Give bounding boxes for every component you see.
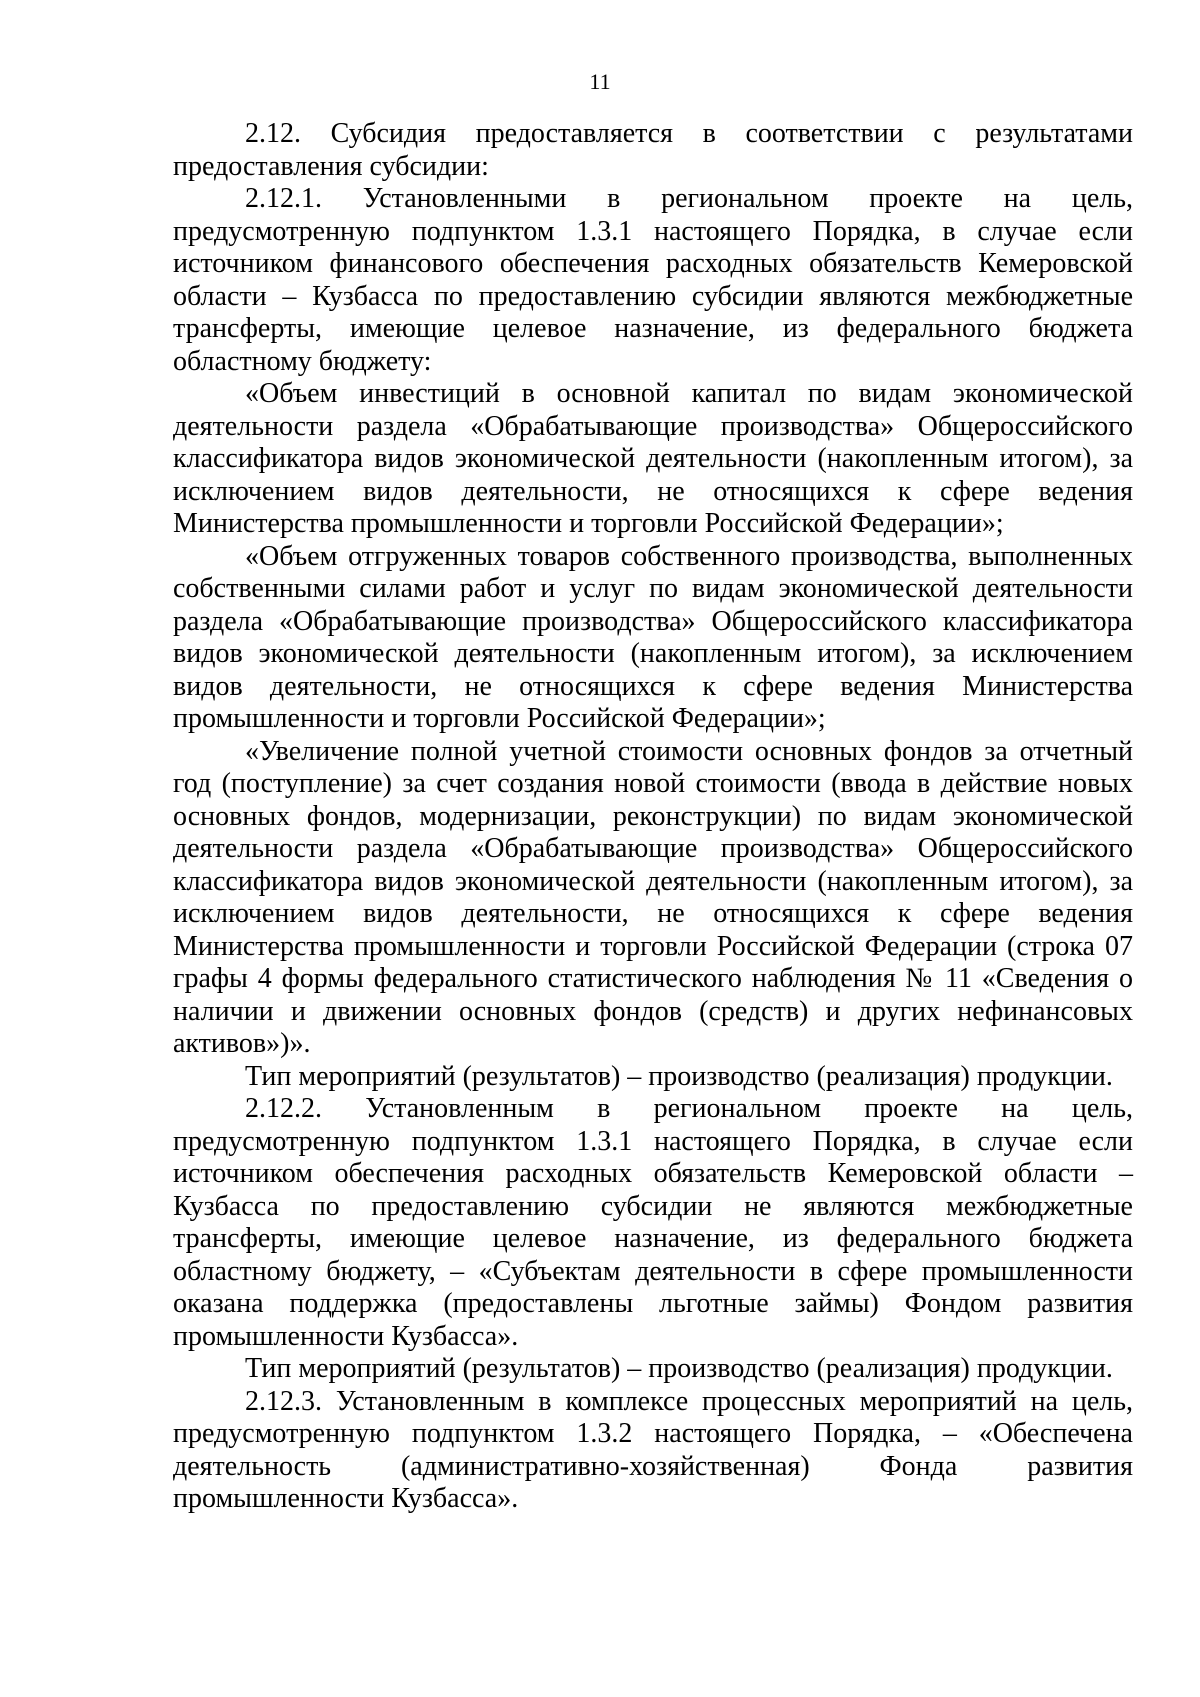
page-number: 11	[589, 69, 611, 94]
paragraph-2-12-3: 2.12.3. Установленным в комплексе процессных мероприятий на цель, предусмотренную подпунктом 1.3.2 настоящего Порядка, – «Обеспечена деятельность (административно-хозяйственная) Фонда развития промышленности Кузбасса».	[173, 1385, 1133, 1514]
paragraph-2-12-2: 2.12.2. Установленным в региональном проекте на цель, предусмотренную подпунктом 1.3.1 настоящего Порядка, в случае если источником обеспечения расходных обязательств Кемеровской области – Кузбасса по предоставлению субсидии не являются межбюджетные трансферты, имеющие целевое назначение, из федерального бюджета областному бюджету, – «Субъектам деятельности в сфере промышленности оказана поддержка (предоставлены льготные займы) Фондом развития промышленности Кузбасса».	[173, 1093, 1133, 1352]
paragraph-event-type-1: Тип мероприятий (результатов) – производство (реализация) продукции.	[245, 1060, 1113, 1092]
paragraph-indicator-investments: «Объем инвестиций в основной капитал по видам экономической деятельности раздела «Обрабатывающие производства» Общероссийского классификатора видов экономической деятельности (накопленным итогом), за исключением видов деятельности, не относящихся к сфере ведения Министерства промышленности и торговли Российской Федерации»;	[173, 378, 1133, 539]
paragraph-2-12: 2.12. Субсидия предоставляется в соответствии с результатами предоставления субсидии:	[173, 118, 1133, 182]
document-body	[173, 118, 1133, 1516]
paragraph-indicator-shipped-goods: «Объем отгруженных товаров собственного производства, выполненных собственными силами работ и услуг по видам экономической деятельности раздела «Обрабатывающие производства» Общероссийского классификатора видов экономической деятельности (накопленным итогом), за исключением видов деятельности, не относящихся к сфере ведения Министерства промышленности и торговли Российской Федерации»;	[173, 540, 1133, 734]
paragraph-indicator-fixed-assets: «Увеличение полной учетной стоимости основных фондов за отчетный год (поступление) за счет создания новой стоимости (ввода в действие новых основных фондов, модернизации, реконструкции) по видам экономической деятельности раздела «Обрабатывающие производства» Общероссийского классификатора видов экономической деятельности (накопленным итогом), за исключением видов деятельности, не относящихся к сфере ведения Министерства промышленности и торговли Российской Федерации (строка 07 графы 4 формы федерального статистического наблюдения № 11 «Сведения о наличии и движении основных фондов (средств) и других нефинансовых активов»)».	[173, 735, 1133, 1059]
paragraph-event-type-2: Тип мероприятий (результатов) – производство (реализация) продукции.	[245, 1353, 1113, 1384]
paragraph-2-12-1: 2.12.1. Установленными в региональном проекте на цель, предусмотренную подпунктом 1.3.1 настоящего Порядка, в случае если источником финансового обеспечения расходных обязательств Кемеровской области – Кузбасса по предоставлению субсидии являются межбюджетные трансферты, имеющие целевое назначение, из федерального бюджета областному бюджету:	[173, 183, 1133, 377]
